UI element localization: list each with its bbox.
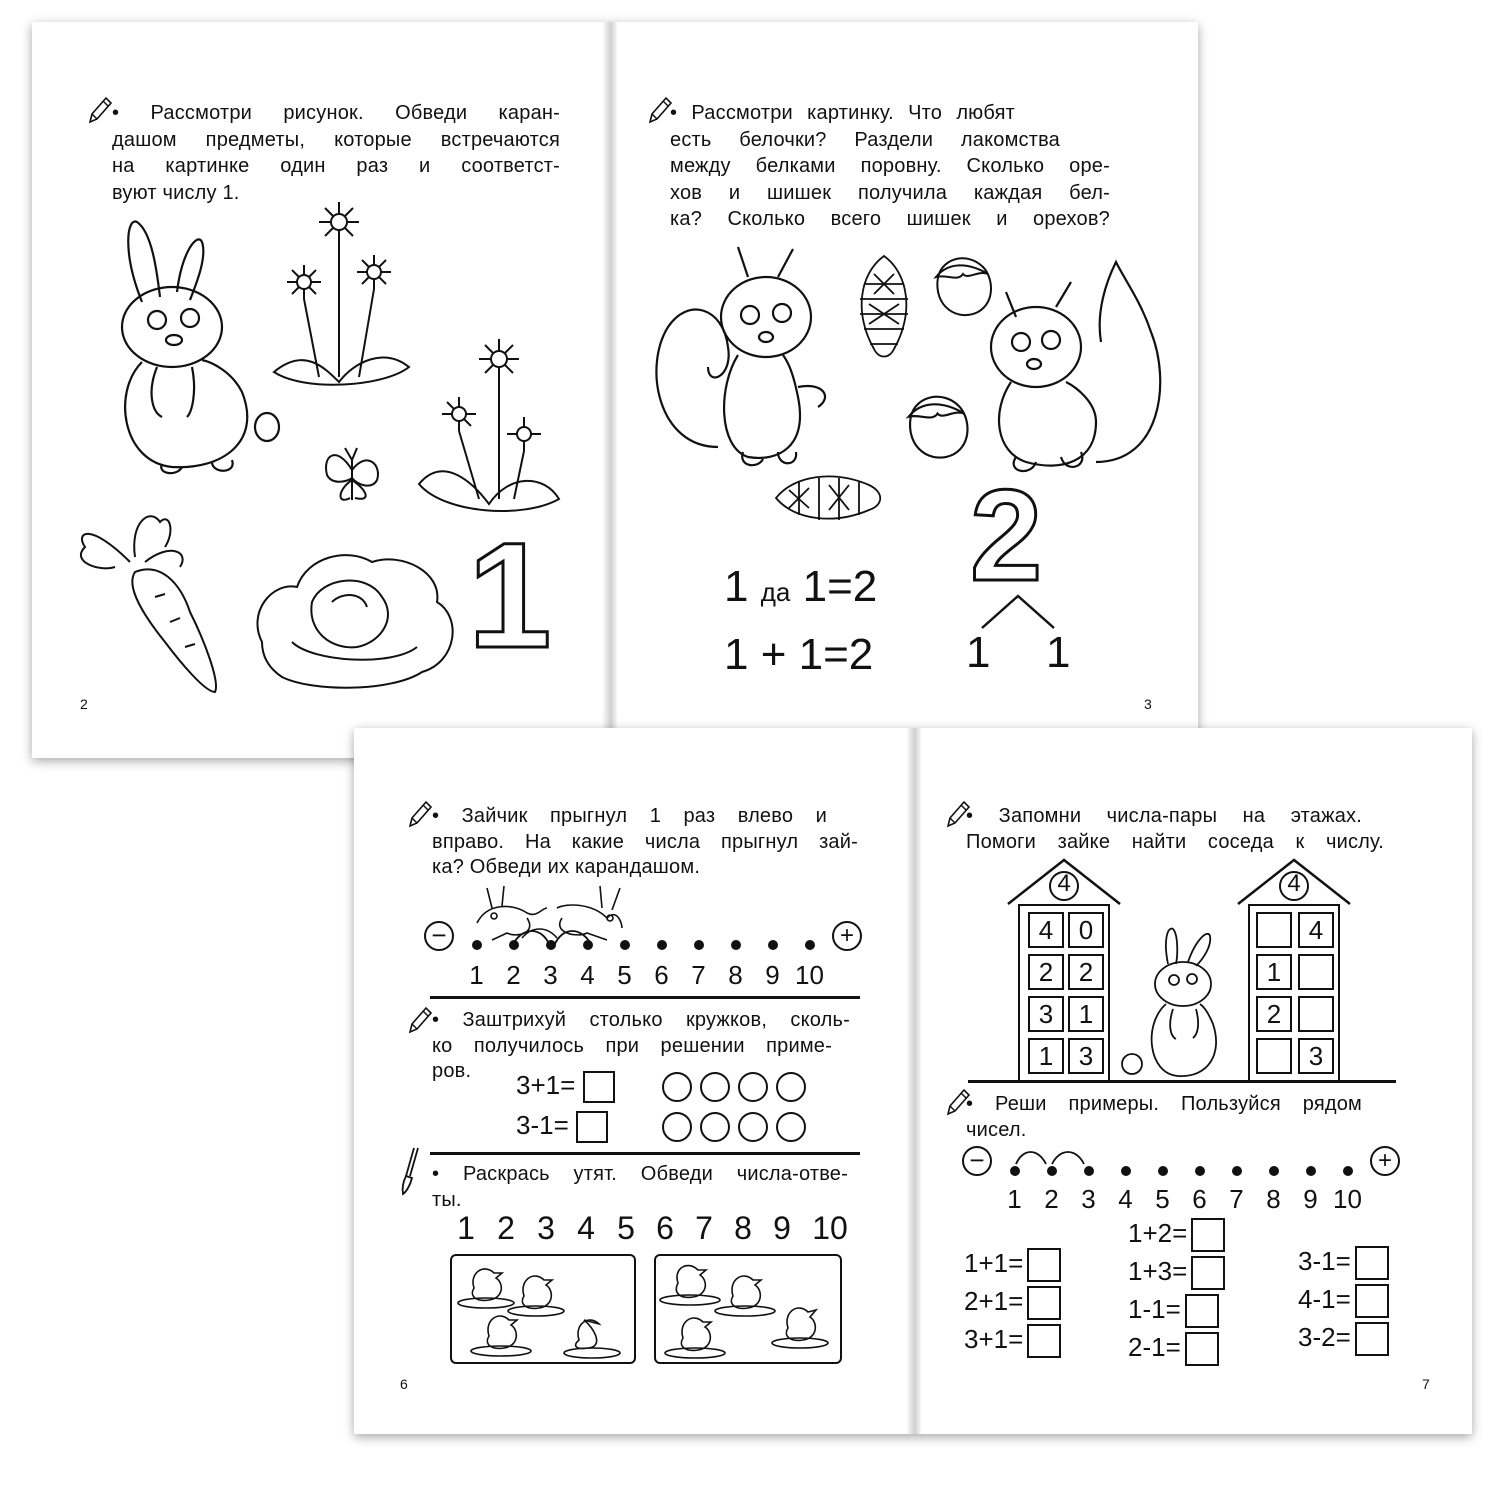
task-line: ка? Сколько всего шишек и орехов? (670, 208, 1110, 230)
shade-circle[interactable] (738, 1072, 768, 1102)
house-cell[interactable] (1298, 996, 1334, 1032)
minus-button: − (962, 1146, 992, 1176)
number-label: 9 (1303, 1184, 1318, 1214)
house-cell[interactable]: 4 (1298, 912, 1334, 948)
equation-text: 3-2= (1298, 1322, 1351, 1352)
number-label: 3 (543, 960, 558, 990)
number-split-lines (978, 592, 1058, 632)
number-label: 5 (1155, 1184, 1170, 1214)
paintbrush-icon (400, 1146, 424, 1196)
equation (964, 1324, 1061, 1358)
answer-number[interactable]: 6 (656, 1210, 674, 1246)
answer-number[interactable]: 3 (537, 1210, 555, 1246)
equation (1298, 1246, 1389, 1280)
shade-circle[interactable] (776, 1112, 806, 1142)
answer-number[interactable]: 2 (497, 1210, 515, 1246)
spine-gutter (602, 22, 618, 758)
equation-text: 3+1= (964, 1324, 1024, 1354)
equation (1298, 1284, 1389, 1318)
carrot-illustration (70, 502, 230, 702)
equation-text: 4-1= (1298, 1284, 1351, 1314)
task-1-text (966, 804, 1384, 855)
answer-number[interactable]: 7 (695, 1210, 713, 1246)
answer-number[interactable]: 5 (617, 1210, 635, 1246)
ducks-illustration-right (658, 1258, 838, 1362)
number-label: 7 (691, 960, 706, 990)
equation-text: 3-1= (1298, 1246, 1351, 1276)
number-label: 1 (469, 960, 484, 990)
number-line-labels (996, 1184, 1366, 1215)
number-line-labels (458, 960, 828, 991)
page-number: 3 (1144, 696, 1152, 712)
task-line: • Зайчик прыгнул 1 раз влево и (432, 805, 827, 827)
house-cell: 1 (1028, 1038, 1064, 1074)
cabbage-illustration (252, 542, 462, 692)
page-number: 6 (400, 1376, 408, 1392)
house-cell[interactable]: 2 (1256, 996, 1292, 1032)
pencil-icon (646, 94, 672, 124)
task-line: чисел. (966, 1118, 1027, 1141)
equation (1128, 1332, 1219, 1366)
butterfly-illustration (317, 440, 387, 510)
task-line: ко получилось при решении приме- (432, 1034, 832, 1057)
big-digit-2: 2 (970, 462, 1043, 608)
shade-circle[interactable] (738, 1112, 768, 1142)
answer-box[interactable] (1191, 1218, 1225, 1252)
big-digit-1: 1 (468, 511, 552, 679)
task-line: • Заштрихуй столько кружков, сколь- (432, 1009, 850, 1031)
equation-term: 1 (724, 562, 749, 611)
answer-box[interactable] (1191, 1256, 1225, 1290)
answer-box[interactable] (1027, 1248, 1061, 1282)
shade-circle[interactable] (700, 1112, 730, 1142)
task-line: вуют числу 1. (112, 181, 240, 204)
task-2-text (966, 1092, 1384, 1143)
task-line: хов и шишек получила каждая бел- (670, 181, 1110, 204)
equation (964, 1286, 1061, 1320)
equation (1128, 1294, 1219, 1328)
page-number: 7 (1422, 1376, 1430, 1392)
equation-3-minus-1 (516, 1110, 608, 1143)
answer-box[interactable] (1355, 1246, 1389, 1280)
shade-circle[interactable] (662, 1112, 692, 1142)
top-spread (32, 22, 1198, 758)
task-line: ров. (432, 1060, 472, 1082)
task-line: • Реши примеры. Пользуйся рядом (966, 1093, 1362, 1115)
answer-box[interactable] (1355, 1322, 1389, 1356)
house-cell[interactable]: 3 (1298, 1038, 1334, 1074)
equation-text: 2-1= (1128, 1332, 1181, 1362)
number-label: 5 (617, 960, 632, 990)
equation-text: 1+1= (964, 1248, 1024, 1278)
equation-3-plus-1 (516, 1070, 615, 1103)
task-3-text (432, 1162, 848, 1213)
house-cell: 3 (1068, 1038, 1104, 1074)
number-label: 4 (1118, 1184, 1133, 1214)
number-label: 9 (765, 960, 780, 990)
pine-cone-icon (774, 470, 884, 525)
answer-box[interactable] (576, 1111, 608, 1143)
task-line: • Запомни числа-пары на этажах. (966, 805, 1362, 827)
hazelnut-icon (900, 390, 975, 465)
number-label: 2 (506, 960, 521, 990)
equation-text: 3-1= (516, 1110, 569, 1140)
answer-box[interactable] (583, 1071, 615, 1103)
house-roof-number: 4 (1057, 870, 1071, 897)
pencil-icon (406, 798, 432, 828)
house-cell[interactable]: 1 (1256, 954, 1292, 990)
number-label: 8 (728, 960, 743, 990)
answer-number[interactable]: 10 (812, 1210, 848, 1246)
equation-2: 1 + 1=2 (724, 630, 874, 679)
equation (1128, 1256, 1225, 1290)
number-label: 6 (1192, 1184, 1207, 1214)
house-cell: 2 (1068, 954, 1104, 990)
house-cell: 0 (1068, 912, 1104, 948)
number-label: 10 (1333, 1184, 1362, 1214)
house-cell: 4 (1028, 912, 1064, 948)
task-line: есть белочки? Раздели лакомства (670, 128, 1060, 151)
task-line: ты. (432, 1188, 462, 1211)
house-cell: 1 (1068, 996, 1104, 1032)
number-line-dots (458, 938, 838, 952)
page-number: 2 (80, 696, 88, 712)
equation-1 (724, 562, 877, 612)
section-divider (430, 1152, 860, 1155)
task-line: ка? Обведи их карандашом. (432, 856, 701, 878)
answer-box[interactable] (1185, 1332, 1219, 1366)
house-cell[interactable] (1256, 1038, 1292, 1074)
house-roof-number: 4 (1287, 870, 1301, 897)
task-text (670, 100, 1110, 233)
equation (1298, 1322, 1389, 1356)
ducks-illustration-left (454, 1258, 632, 1362)
pencil-icon (86, 94, 112, 124)
task-line: • Рассмотри картинку. Что любят (670, 102, 1015, 124)
task-1-text (432, 804, 858, 881)
number-label: 4 (580, 960, 595, 990)
daisies-illustration-2 (414, 334, 564, 519)
shade-circle[interactable] (700, 1072, 730, 1102)
task-line: • Рассмотри рисунок. Обведи каран- (112, 102, 560, 124)
page-2 (32, 22, 610, 758)
plus-button: + (1370, 1146, 1400, 1176)
answer-number[interactable]: 4 (577, 1210, 595, 1246)
answer-number-row (446, 1210, 858, 1247)
equation-text: 1+2= (1128, 1218, 1188, 1248)
equation-text: 3+1= (516, 1070, 576, 1100)
daisies-illustration (264, 197, 414, 397)
task-line: между белками поровну. Сколько оре- (670, 155, 1110, 177)
page-7 (922, 728, 1472, 1434)
task-line: дашом предметы, которые встречаются (112, 128, 560, 151)
split-left-number: 1 (966, 628, 991, 677)
task-text (112, 100, 560, 206)
number-label: 6 (654, 960, 669, 990)
split-right-number: 1 (1046, 628, 1071, 677)
bunny-illustration (1118, 924, 1238, 1082)
equation-text: 1-1= (1128, 1294, 1181, 1324)
minus-button: − (424, 921, 454, 951)
spine-gutter (906, 728, 922, 1434)
pine-cone-icon (854, 254, 914, 364)
house-cell: 2 (1028, 954, 1064, 990)
page-6 (354, 728, 908, 1434)
task-line: вправо. На какие числа прыгнул зай- (432, 830, 858, 853)
plus-button: + (832, 921, 862, 951)
number-label: 8 (1266, 1184, 1281, 1214)
house-cell[interactable] (1298, 954, 1334, 990)
equation (1128, 1218, 1225, 1252)
equation (964, 1248, 1061, 1282)
house-cell: 3 (1028, 996, 1064, 1032)
answer-box[interactable] (1027, 1324, 1061, 1358)
equation-word: да (760, 577, 791, 607)
equation-text: 2+1= (964, 1286, 1024, 1316)
equation-term: 1=2 (802, 562, 878, 611)
shade-circle[interactable] (662, 1072, 692, 1102)
house-cell[interactable] (1256, 912, 1292, 948)
answer-box[interactable] (1027, 1286, 1061, 1320)
section-divider (430, 996, 860, 999)
task-line: Помоги зайке найти соседа к числу. (966, 830, 1384, 853)
number-label: 3 (1081, 1184, 1096, 1214)
number-label: 1 (1007, 1184, 1022, 1214)
answer-number[interactable]: 1 (457, 1210, 475, 1246)
bottom-spread (354, 728, 1472, 1434)
squirrel-illustration (976, 262, 1166, 482)
number-label: 7 (1229, 1184, 1244, 1214)
number-line-dots (996, 1164, 1376, 1178)
task-line: на картинке один раз и соответст- (112, 155, 560, 177)
shade-circle[interactable] (776, 1072, 806, 1102)
bunny-illustration (102, 212, 282, 482)
equation-text: 1+3= (1128, 1256, 1188, 1286)
task-line: • Раскрась утят. Обведи числа-отве- (432, 1163, 848, 1185)
squirrel-illustration (648, 247, 848, 477)
pencil-icon (406, 1004, 432, 1034)
number-label: 2 (1044, 1184, 1059, 1214)
answer-number[interactable]: 9 (773, 1210, 791, 1246)
answer-box[interactable] (1355, 1284, 1389, 1318)
ground-line (968, 1080, 1396, 1083)
page-3 (618, 22, 1198, 758)
number-label: 10 (795, 960, 824, 990)
answer-number[interactable]: 8 (734, 1210, 752, 1246)
answer-box[interactable] (1185, 1294, 1219, 1328)
